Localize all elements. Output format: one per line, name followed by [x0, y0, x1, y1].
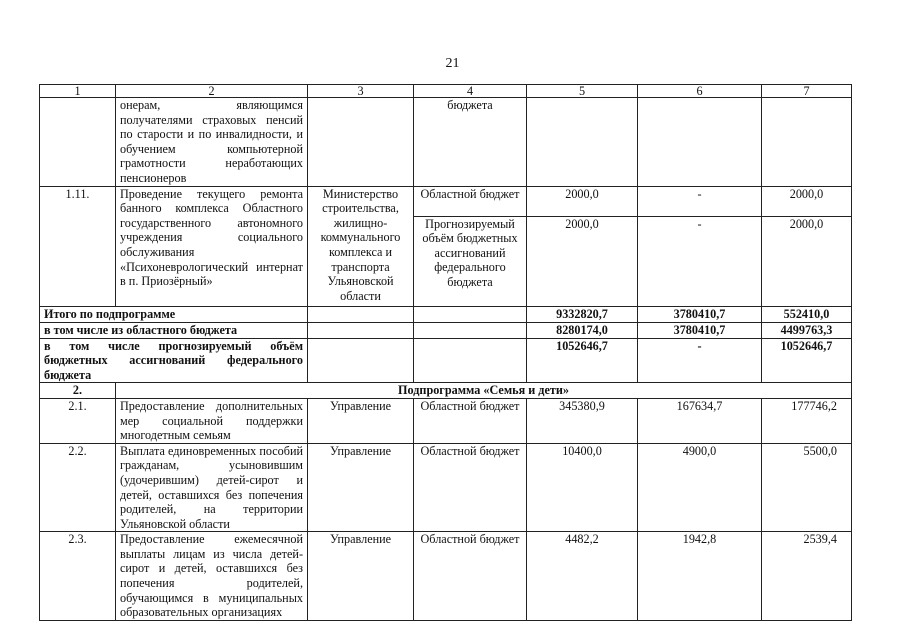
table-row [40, 443, 852, 532]
total-year2: 1052646,7 [762, 338, 852, 383]
table-row [40, 532, 852, 621]
total-year1: 3780410,7 [638, 306, 762, 322]
header-col-2: 2 [116, 85, 308, 98]
row-executor: Министерство строительства, жилищно-коммунального комплекса и транспорта Ульяновской области [308, 186, 414, 306]
row-description: Предоставление ежемесячной выплаты лицам из числа детей-сирот и детей, оставшихся без попечения родителей, обучающимся в муниципальных образовательных организациях [116, 532, 308, 621]
total-label: в том числе прогнозируемый объём бюджетных ассигнований федерального бюджета [40, 338, 308, 383]
funding-source: Областной бюджет [414, 186, 527, 216]
total-year1: - [638, 338, 762, 383]
total-label: Итого по подпрограмме [40, 306, 308, 322]
cont-source: бюджета [414, 98, 527, 187]
funding-source: Областной бюджет [414, 532, 527, 621]
total-amount: 1052646,7 [527, 338, 638, 383]
total-empty-cell [308, 322, 414, 338]
funding-source: Областной бюджет [414, 443, 527, 532]
header-col-6: 6 [638, 85, 762, 98]
column-number-header [40, 85, 852, 98]
total-regional-row [40, 322, 852, 338]
row-executor: Управление [308, 443, 414, 532]
total-year1: 3780410,7 [638, 322, 762, 338]
row-description: Проведение текущего ремонта банного комплекса Областного государственного автономного учреждения социального обслуживания «Психоневрологический интернат в п. Приозёрный» [116, 186, 308, 306]
amount-year2: 5500,0 [762, 443, 852, 532]
header-col-7: 7 [762, 85, 852, 98]
funding-source: Прогнозируемый объём бюджетных ассигнований федерального бюджета [414, 216, 527, 306]
row-number: 2.1. [40, 398, 116, 443]
amount-total: 4482,2 [527, 532, 638, 621]
section-number: 2. [40, 383, 116, 399]
row-executor: Управление [308, 532, 414, 621]
amount-total: 2000,0 [527, 186, 638, 216]
table-row [40, 398, 852, 443]
row-description: Предоставление дополнительных мер социальной поддержки многодетным семьям [116, 398, 308, 443]
header-col-5: 5 [527, 85, 638, 98]
header-col-1: 1 [40, 85, 116, 98]
cont-y1-cell [638, 98, 762, 187]
total-empty-cell [414, 338, 527, 383]
amount-year1: 167634,7 [638, 398, 762, 443]
total-empty-cell [308, 338, 414, 383]
total-subprogram-row [40, 306, 852, 322]
amount-total: 2000,0 [527, 216, 638, 306]
row-number: 2.3. [40, 532, 116, 621]
total-federal-row [40, 338, 852, 383]
amount-total: 10400,0 [527, 443, 638, 532]
budget-table [39, 84, 852, 621]
amount-year1: - [638, 186, 762, 216]
total-year2: 4499763,3 [762, 322, 852, 338]
header-col-3: 3 [308, 85, 414, 98]
cont-total-cell [527, 98, 638, 187]
total-amount: 8280174,0 [527, 322, 638, 338]
page-number: 21 [445, 56, 460, 71]
amount-year2: 177746,2 [762, 398, 852, 443]
total-label: в том числе из областного бюджета [40, 322, 308, 338]
cont-y2-cell [762, 98, 852, 187]
row-number: 2.2. [40, 443, 116, 532]
amount-year2: 2000,0 [762, 186, 852, 216]
row-description: Выплата единовременных пособий гражданам, усыновившим (удочерившим) детей-сирот и детей, оставшихся без попечения родителей, на территории Ульяновской области [116, 443, 308, 532]
amount-total: 345380,9 [527, 398, 638, 443]
amount-year1: - [638, 216, 762, 306]
total-amount: 9332820,7 [527, 306, 638, 322]
total-empty-cell [414, 306, 527, 322]
total-empty-cell [308, 306, 414, 322]
continued-row [40, 98, 852, 187]
amount-year1: 1942,8 [638, 532, 762, 621]
total-empty-cell [414, 322, 527, 338]
amount-year1: 4900,0 [638, 443, 762, 532]
funding-source: Областной бюджет [414, 398, 527, 443]
row-executor: Управление [308, 398, 414, 443]
cont-executor-cell [308, 98, 414, 187]
amount-year2: 2000,0 [762, 216, 852, 306]
section-header-row [40, 383, 852, 399]
header-col-4: 4 [414, 85, 527, 98]
section-title: Подпрограмма «Семья и дети» [116, 383, 852, 399]
cont-num-cell [40, 98, 116, 187]
total-year2: 552410,0 [762, 306, 852, 322]
amount-year2: 2539,4 [762, 532, 852, 621]
cont-description: онерам, являющимся получателями страховых пенсий по старости и по инвалидности, и обучением компьютерной грамотности неработающих пенсионеров [116, 98, 308, 187]
row-number: 1.11. [40, 186, 116, 306]
row-1-11-a [40, 186, 852, 216]
